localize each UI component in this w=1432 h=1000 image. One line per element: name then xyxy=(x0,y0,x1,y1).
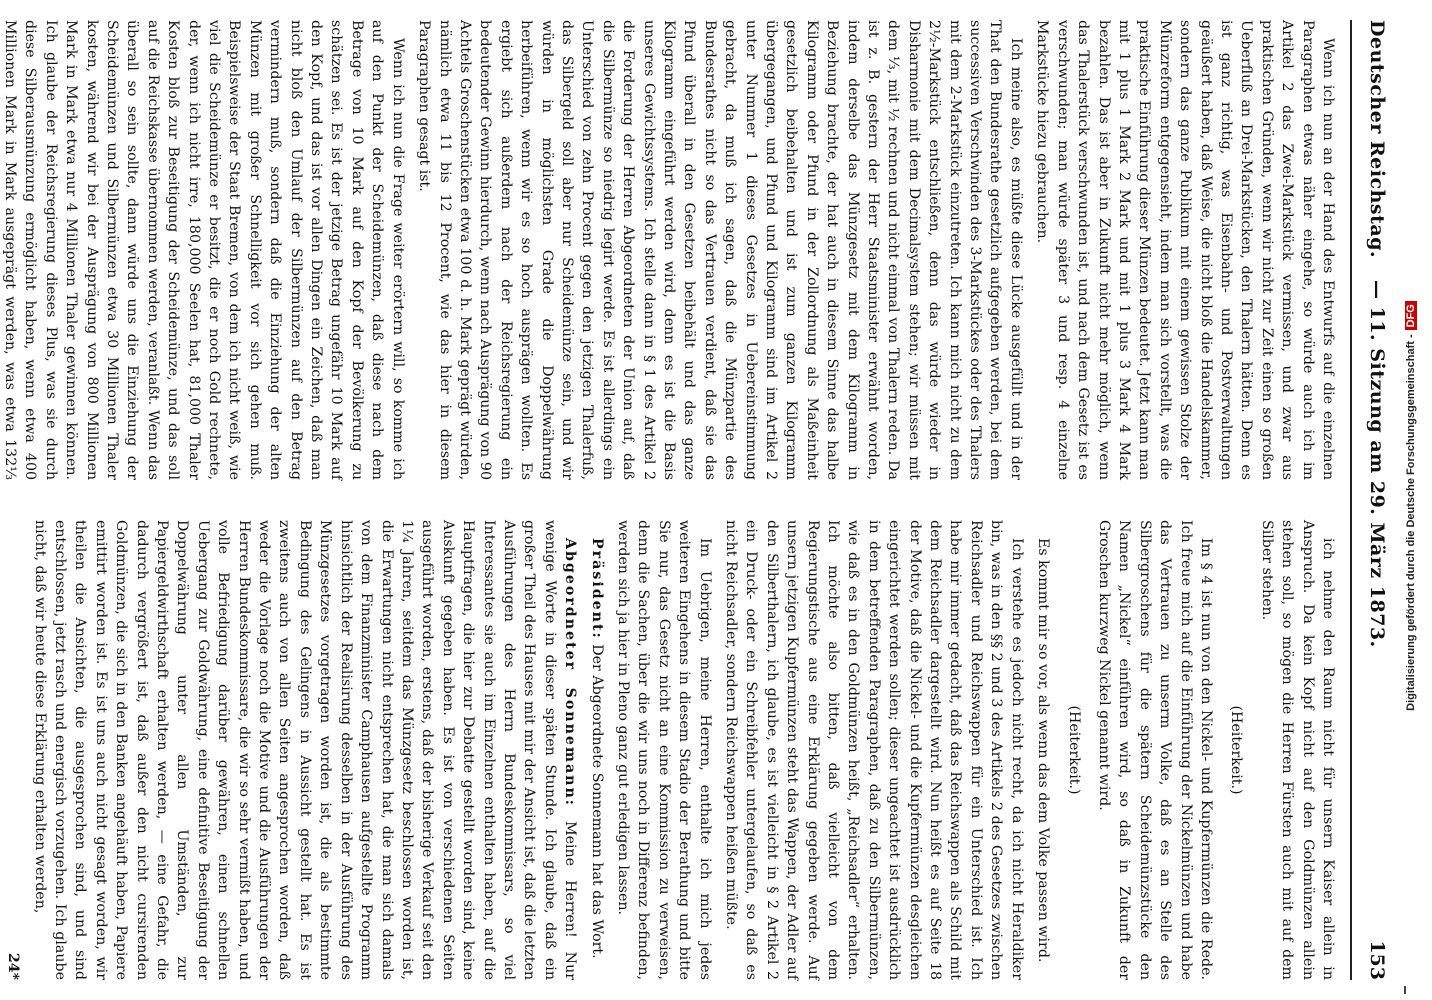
page-header xyxy=(1350,20,1396,980)
speech-text: Der Abgeordnete Sonnemann hat das Wort. xyxy=(588,644,605,959)
paragraph: Es kommt mir so vor, als wenn das dem Volke passen wird. xyxy=(1035,538,1052,963)
journal-title: Deutscher Reichstag. xyxy=(1366,20,1388,259)
paragraph: ich nehme den Raum nicht für unsern Kaiser allein in Anspruch. Da kein Kopf nicht auf den Goldmünzen allein stehen soll, so mögen die Herren Fürsten auch mit auf dem Silber stehen. xyxy=(1258,520,1336,980)
paragraph: Wenn ich nun an der Hand des Entwurfs auf die einzelnen Paragraphen etwas näher eingehe, so würde auch ich im Artikel 2 das Zwei-Markstück vermissen, und zwar aus praktischen Gründen, wenn wir nicht zur Zeit einen so großen Ueberfluß an Drei-Markstücken, den Thalern hätten. Denn es ist ganz richtig, was Eisenbahn- und Postverwaltungen geäußert haben, daß Weise, die nicht bloß die Handelskammer, sondern das ganze Publikum mit einem gewissen Stolze der Münzreform entgegensieht, indem man sich vorstellt, was die praktische Einführung dieser Münzen bedeutet. Jetzt kann man mit 1 plus 1 Mark 2 Mark und mit 1 plus 3 Mark 4 Mark bezahlen. Das ist aber in Zukunft nicht mehr möglich, wenn das Thalerstück verschwunden ist, und nach dem Gesetz ist es verschwunden; man würde später 3 und resp. 4 einzelne Markstücke hiezu gebrauchen. xyxy=(1034,20,1336,480)
paragraph: Im Uebrigen, meine Herren, enthalte ich mich jedes weiteren Eingehens in diesem Stadio der Berathung und bitte Sie nur, das Gesetz nicht an eine Kommission zu verweisen, denn die Sachen, über die wir uns noch in Differenz befinden, werden sich ja hier in Pleno ganz gut erledigen lassen. xyxy=(615,520,713,980)
digitization-note xyxy=(1405,56,1417,956)
paragraph: Ich meine also, es müßte diese Lücke ausgefüllt und in der That den Bundesrathe gesetzlich aufgegeben werden, bei dem successiven Verschwinden des 3-Markstückes oder des Thalers mit dem 2-Markstück einzutreten. Ich kann mich nicht zu dem 2½-Markstück entschließen, denn das würde wieder in Disharmonie mit dem Decimalsystem stehen; wir müssen mit dem ⅓, mit ½ rechnen und nicht einmal von Thalern reden. Da ist z. B. gestern der Herr Staatsminister erwähnt worden, indem derselbe das Münzgesetz mit dem Kilogramm in Beziehung brachte, der hat auch in diesem Sinne das halbe Kilogramm oder Pfund in der Zollordnung als Maßeinheit gesetzlich beibehalten und ist zum ganzen Kilogramm übergegangen, und Pfund und Kilogramm sind im Artikel 2 unter Nummer 1 dieses Gesetzes in Uebereinstimmung gebracht, da muß ich sagen, daß die Münzpartie des Bundesrathes nicht so das Vertrauen verdient, daß sie das Pfund überall in den Gesetzen beibehält und das ganze Kilogramm eingeführt werden wird, denn es ist die Basis unseres Gewichtssystems. Ich stelle dann in § 1 des Artikel 2 die Forderung der Herren Abgeordneten der Union auf, daß die Silbermünze so niedrig legirt werde. Es ist allerdings ein Unterschied von zehn Procent gegen den jetzigen Thalerfuß, das Silbergeld soll aber nur Scheidemünze sein, und wir würden in möglichsten Grade die Doppelwährung herbeiführen, wenn wir es so hoch ausprägen wollten. Es ergiebt sich außerdem nach der Reichsregierung ein bedeutender Gewinn hierdurch, wenn nach Ausprägung von 90 Achtels Groschenstücken etwa 100 d. h. Mark geprägt würden, nämlich etwa 11 bis 12 Procent, wie das hier in diesem Paragraphen gesagt ist. xyxy=(416,20,1024,480)
speech-text: Meine Herren! Nur wenige Worte in dieser späten Stunde. Ich glaube, daß ein großer Theil des Hauses mit mir der Ansicht ist, daß die letzten Ausführungen des Herrn Bundeskommissars, so viel Interessantes sie auch im Einzelnen enthalten haben, auf die Hauptfragen, die hier zur Debatte gestellt worden sind, keine Auskunft gegeben haben. Es ist von verschiedenen Seiten ausgeführt worden, erstens, daß der bisherige Verkauf seit den 1¼ Jahren, seitdem das Münzgesetz beschlossen worden ist, die Erwartungen nicht entsprechen hat, die man sich damals von dem Finanzminister Camphausen aufgestellte Programm hinsichtlich der Realisirung desselben in der Ausführung des Münzgesetzes vorgetragen worden ist, die als bestimmte Bedingung des Gelingens in Aussicht gestellt hat. Es ist zweitens auch von allen Seiten angesprochen worden, daß weder die Vorlage noch die Motive und die Ausführungen der Herren Bundeskommissare, die wir so sehr vermißt haben, und volle Befriedigung darüber gewähren, einen schnellen Uebergang zur Goldwährung, eine definitive Beseitigung der Doppelwährung unter allen Umständen, zur Papiergeldwirthschaft erhalten werden, — eine Gefahr, die dadurch vergrößert ist, daß außer den nicht cursirenden Goldmünzen, die sich in den Banken angehäuft haben, Papiere emittirt worden ist. Es ist uns auch nicht gesagt worden, wir theilen die Ansichten, die ausgesprochen sind, und sind entschlossen, jetzt rasch und energisch vorzugehen. Ich glaube nicht, daß wir heute diese Erklärung erhalten werden, xyxy=(31,520,579,981)
paragraph: Ich verstehe es jedoch nicht recht, da ich nicht Heraldiker bin, was in den §§ 2 und 3 des Artikels 2 des Gesetzes zwischen Reichsadler und Reichswappen für ein Unterschied ist. Ich habe mir immer gedacht, daß das Reichswappen als Schild mit dem Reichsadler dargestellt wird. Nun heißt es auf Seite 18 der Motive, daß die Nickel- und die Kupfermünzen desgleichen eingerichtet werden sollen; dieser ungeachtet ist ausdrücklich in dem betreffenden Paragraphen, daß zu den Silbermünzen, wie daß es in den Goldmünzen heißt, „Reichsadler“ erhalten. Ich möchte also bitten, daß vielleicht von dem Regierungstische aus eine Erklärung gegeben werde. Auf unsern jetzigen Kupfermünzen steht das Wappen, der Adler auf den Silberthalern, ich glaube, es ist vielleicht in § 2 Artikel 2 ein Druck- oder ein Schreibfehler untergelaufen, so daß es nicht Reichsadler, sondern Reichswappen heißen müßte. xyxy=(723,520,1025,980)
signature-mark: 24* xyxy=(5,952,22,980)
rotated-newspaper-page xyxy=(2,20,1396,981)
paragraph: Wenn ich nun die Frage weiter erörtern will, so komme ich auf den Punkt der Scheidemünzen, daß diese nach dem Betrage von 10 Mark auf den Kopf der Bevölkerung zu schätzen sei. Es ist der jetzige Betrag ungefähr 10 Mark auf den Kopf, und das ist vor allen Dingen ein Zeichen, daß man nicht bloß den Umlauf der Silbermünzen auf den Betrag vermindern muß, sondern daß die Einziehung der alten Münzen mit großer Schnelligkeit vor sich gehen muß. Beispielsweise der Staat Bremen, von dem ich nicht weiß, wie viel die Scheidemünze er besitzt, die er noch Gold rechnete, der, wenn ich nicht irre, 180,000 Seelen hat, 81,000 Thaler Kosten bloß zur Beseitigung der Scheidemünze, und das soll auf die Reichskasse übernommen werden, veranlaßt. Wenn das überall so sein sollte, dann würde uns die Einziehung der Scheidemünzen und Silbermünzen etwa 30 Millionen Thaler kosten, während wir bei der Ausprägung von 800 Millionen Mark in Mark etwa nur 4 Millionen Thaler gewinnen können. Ich glaube der Reichsregierung dieses Plus, was sie durch diese Silberausmünzung ermöglicht haben, wenn etwa 400 Millionen Mark in Mark ausgeprägt werden, was etwa 132⅓ xyxy=(2,20,406,480)
session-info: — 11. Sitzung am 29. März 1873. xyxy=(1366,280,1388,648)
speaker-label: Präsident: xyxy=(588,538,605,640)
interjection: (Heiterkeit.) xyxy=(1228,705,1245,795)
digitization-text: Digitalisierung gefördert durch die Deutsche Forschungsgemeinschaft - xyxy=(1405,334,1417,711)
paragraph: Im § 4 ist nun von den Nickel- und Kupfermünzen die Rede. Ich freue mich auf die Einführung der Nickelmünzen und habe das Vertrauen zu unserm Volke, daß es an Stelle des Silbergroschens für die spätern Scheidemünzstücke den Namen „Nickel“ einführen wird, so daß in Zukunft der Groschen kurzweg Nickel genannt wird. xyxy=(1095,520,1214,980)
speaker-paragraph xyxy=(586,520,606,980)
edge-mark xyxy=(1404,986,1406,994)
page-number: 153 xyxy=(1366,940,1388,980)
interjection: (Heiterkeit.) xyxy=(1065,705,1082,795)
digitization-footer xyxy=(1396,40,1426,960)
speaker-paragraph xyxy=(29,520,580,980)
speaker-label: Abgeordneter Sonnemann: xyxy=(562,538,579,808)
dfg-logo: DFG xyxy=(1405,301,1417,330)
left-text-column xyxy=(2,20,1338,480)
right-text-column xyxy=(5,520,1338,981)
